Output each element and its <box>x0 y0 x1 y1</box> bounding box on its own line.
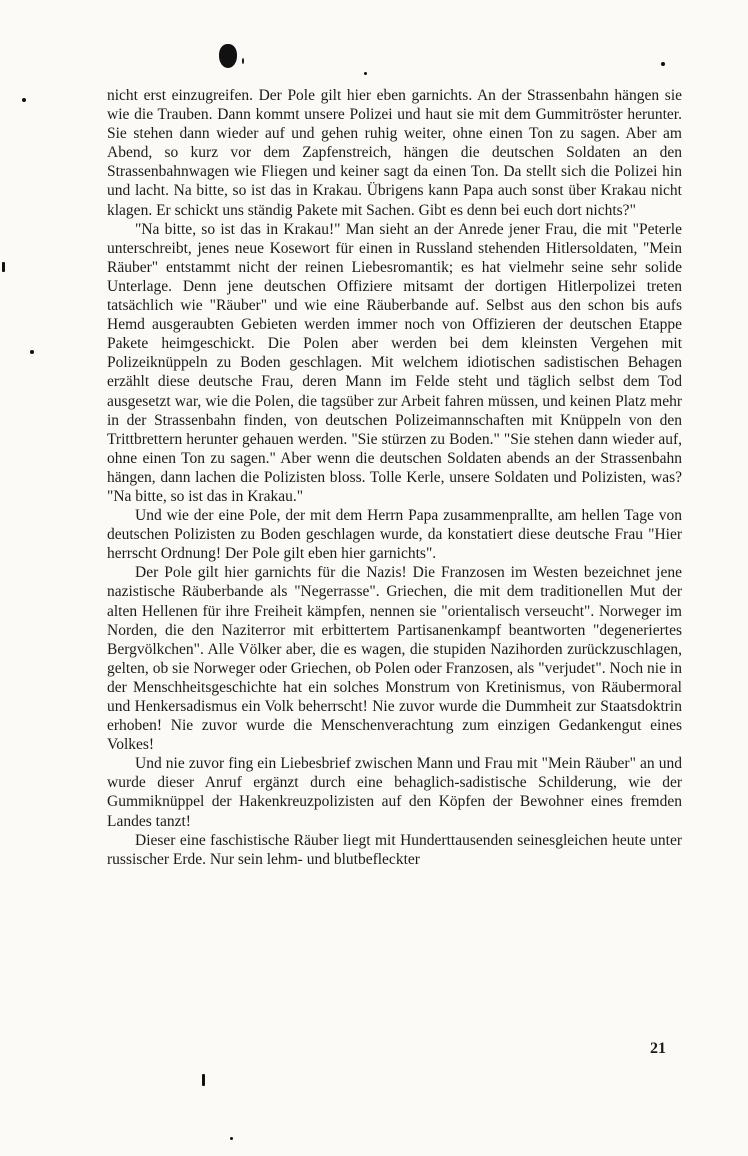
paragraph: Und wie der eine Pole, der mit dem Herrn Papa zusammenprallte, am hellen Tage von deutschen Polizisten zu Boden geschlagen wurde, da konstatiert diese deutsche Frau "Hier herrscht Ordnung! Der Pole gilt eben hier garnichts". <box>107 507 682 563</box>
ink-speck <box>2 262 5 272</box>
ink-speck <box>30 350 34 354</box>
ink-speck <box>242 58 244 64</box>
ink-speck <box>661 62 665 66</box>
page-body <box>107 86 682 869</box>
ink-speck <box>22 98 26 102</box>
ink-speck <box>202 1074 205 1086</box>
ink-speck <box>364 72 367 75</box>
paragraph: Der Pole gilt hier garnichts für die Nazis! Die Franzosen im Westen bezeichnet jene nazistische Räuberbande als "Negerrasse". Griechen, die mit dem traditionellen Mut der alten Hellenen für ihre Freiheit kämpfen, nennen sie "orientalisch verseucht". Norweger im Norden, die den Naziterror mit erbittertem Partisanenkampf beantworten "degeneriertes Bergvölkchen". Alle Völker aber, die es wagen, die stupiden Nazihorden zurückzuschlagen, gelten, ob sie Norweger oder Griechen, ob Polen oder Franzosen, als "verjudet". Noch nie in der Menschheitsgeschichte hat ein solches Monstrum von Kretinismus, von Räubermoral und Henkersadismus ein Volk beherrscht! Nie zuvor wurde die Dummheit zur Staatsdoktrin erhoben! Nie zuvor wurde die Menschenverachtung zum einzigen Gedankengut eines Volkes! <box>107 564 682 754</box>
ink-blot <box>219 44 237 68</box>
paragraph: "Na bitte, so ist das in Krakau!" Man sieht an der Anrede jener Frau, die mit "Peterle unterschreibt, jenes neue Kosewort für einen in Russland stehenden Hitlersoldaten, "Mein Räuber" entstammt nicht der reinen Liebesromantik; es hat vielmehr seine sehr solide Unterlage. Denn jene deutschen Offiziere mitsamt der dortigen Hitlerpolizei treten tatsächlich wie "Räuber" und wie eine Räuberbande auf. Selbst aus den schon bis aufs Hemd ausgeraubten Gebieten werden immer noch von Offizieren der deutschen Etappe Pakete heimgeschickt. Die Polen aber werden bei dem kleinsten Vergehen mit Polizeiknüppeln zu Boden geschlagen. Mit welchem idiotischen sadistischen Behagen erzählt diese deutsche Frau, deren Mann im Felde steht und täglich selbst dem Tod ausgesetzt war, wie die Polen, die tagsüber zur Arbeit fahren müssen, und keinen Platz mehr in der Strassenbahn finden, von deutschen Polizeimannschaften mit Knüppeln von den Trittbrettern herunter gehauen werden. "Sie stürzen zu Boden." "Sie stehen dann wieder auf, ohne einen Ton zu sagen." Aber wenn die deutschen Soldaten abends an der Strassenbahn hängen, dann lachen die Polizisten bloss. Tolle Kerle, unsere Soldaten und Polizisten, was? "Na bitte, so ist das in Krakau." <box>107 220 682 505</box>
ink-speck <box>230 1137 233 1140</box>
paragraph: nicht erst einzugreifen. Der Pole gilt hier eben garnichts. An der Strassenbahn hängen sie wie die Trauben. Dann kommt unsere Polizei und haut sie mit dem Gummitröster herunter. Sie stehen dann wieder auf und gehen ruhig weiter, ohne einen Ton zu sagen. Aber am Abend, so kurz vor dem Zapfenstreich, hängen die deutschen Soldaten an den Strassenbahnwagen wie Fliegen und keiner sagt da einen Ton. Da stellt sich die Polizei hin und lacht. Na bitte, so ist das in Krakau. Übrigens kann Papa auch sonst über Krakau nicht klagen. Er schickt uns ständig Pakete mit Sachen. Gibt es denn bei euch dort nichts?" <box>107 87 682 219</box>
paragraph: Und nie zuvor fing ein Liebesbrief zwischen Mann und Frau mit "Mein Räuber" an und wurde dieser Anruf ergänzt durch eine behaglich-sadistische Schilderung, wie der Gummiknüppel der Hakenkreuzpolizisten auf den Köpfen der Bewohner eines fremden Landes tanzt! <box>107 755 682 830</box>
paragraph: Dieser eine faschistische Räuber liegt mit Hunderttausenden seinesgleichen heute unter russischer Erde. Nur sein lehm- und blutbefleckter <box>107 831 682 868</box>
page-number: 21 <box>650 1040 666 1057</box>
